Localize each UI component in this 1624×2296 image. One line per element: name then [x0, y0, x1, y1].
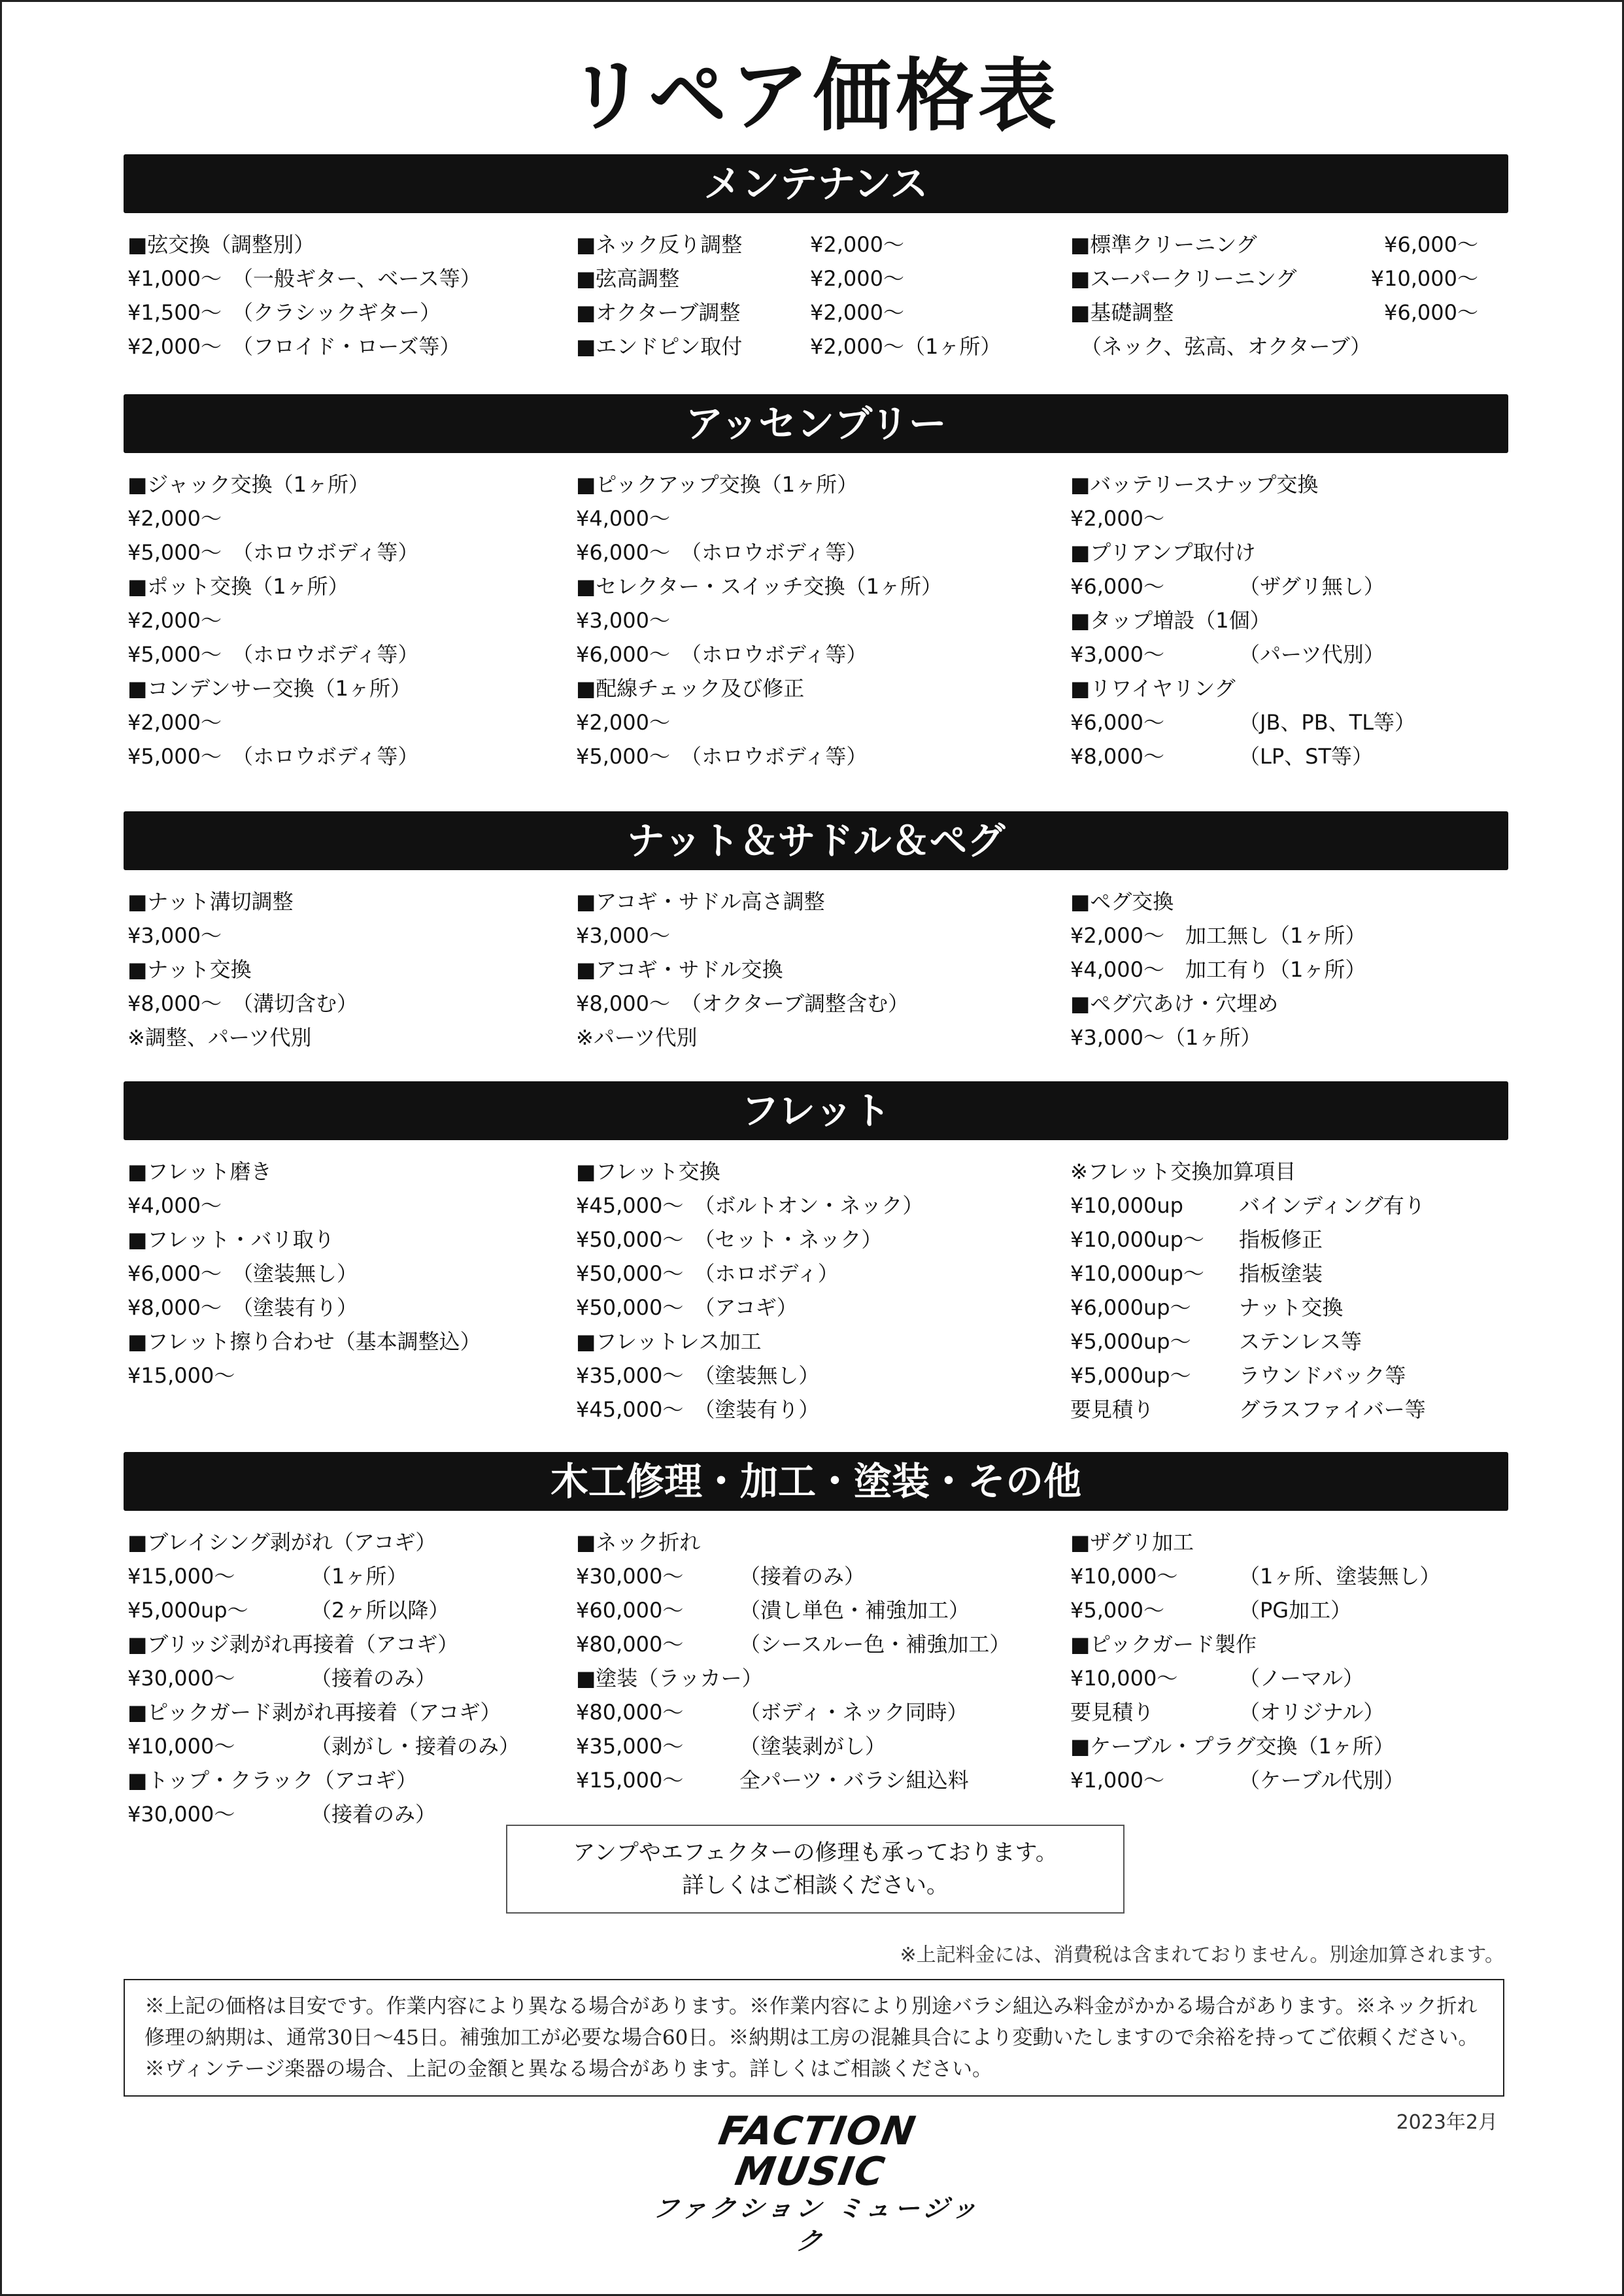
price-line: ¥8,000〜 （塗装有り）	[127, 1295, 358, 1320]
section-header: フレット	[124, 1081, 1508, 1140]
price-line: ¥2,000〜 （フロイド・ローズ等）	[127, 334, 461, 359]
price-line: ¥35,000〜 （塗装無し）	[576, 1363, 820, 1388]
price-line: ¥60,000〜 （潰し単色・補強加工）	[576, 1598, 970, 1623]
price-line: ¥5,000up〜 ラウンドバック等	[1070, 1363, 1406, 1388]
section-woodwork-paint-other	[124, 1452, 1508, 1831]
price-line: ¥35,000〜 （塗装剥がし）	[576, 1734, 887, 1759]
price-line: （ネック、弦高、オクターブ）	[1070, 334, 1372, 359]
price-line: ¥6,000〜 （ザグリ無し）	[1070, 574, 1385, 599]
price-line: ¥5,000〜 （ホロウボディ等）	[127, 540, 419, 565]
price-line: ※パーツ代別	[576, 1025, 698, 1050]
price-line: ¥2,000〜	[576, 710, 670, 735]
price-column	[576, 228, 1047, 363]
price-line: ■弦高調整 ¥2,000〜	[576, 266, 904, 291]
price-line: ■ネック反り調整 ¥2,000〜	[576, 232, 904, 257]
price-line: ¥1,500〜 （クラシックギター）	[127, 300, 441, 325]
price-line: ¥3,000〜 （パーツ代別）	[1070, 642, 1385, 667]
price-line: ■ザグリ加工	[1070, 1530, 1194, 1555]
price-line: ¥80,000〜 （シースルー色・補強加工）	[576, 1632, 1011, 1657]
price-line: ¥5,000〜 （ホロウボディ等）	[576, 744, 868, 769]
section-assembly	[124, 394, 1508, 773]
section-maintenance	[124, 154, 1508, 363]
price-line: ■フレット磨き	[127, 1159, 272, 1184]
price-column	[1070, 228, 1502, 363]
price-line: ■コンデンサー交換（1ヶ所）	[127, 676, 411, 701]
price-line: ■ピックアップ交換（1ヶ所）	[576, 472, 858, 497]
price-line: ■タップ増設（1個）	[1070, 608, 1271, 633]
price-column	[576, 885, 1047, 1055]
price-line: ■ペグ穴あけ・穴埋め	[1070, 991, 1279, 1016]
price-column	[127, 885, 559, 1055]
price-line: ¥8,000〜 （オクターブ調整含む）	[576, 991, 909, 1016]
price-line: ¥4,000〜	[127, 1193, 222, 1218]
logo-text-jp: ファクション ミュージック	[651, 2194, 983, 2255]
disclaimer-box: ※上記の価格は目安です。作業内容により異なる場合があります。※作業内容により別途バラシ組込み料金がかかる場合があります。※ネック折れ修理の納期は、通常30日〜45日。補強加工が必要な場合60日。※納期は工房の混雑具合により変動いたしますので余裕を持ってご依頼ください。※ヴィンテージ楽器の場合、上記の金額と異なる場合があります。詳しくはご相談ください。	[124, 1979, 1504, 2097]
price-line: ■トップ・クラック（アコギ）	[127, 1768, 418, 1793]
section-fret	[124, 1081, 1508, 1427]
price-line: ■塗装（ラッカー）	[576, 1666, 763, 1691]
price-line: ■弦交換（調整別）	[127, 232, 315, 257]
notice-line-2: 詳しくはご相談ください。	[682, 1872, 949, 1899]
price-line: ■リワイヤリング	[1070, 676, 1236, 701]
price-line: ¥4,000〜 加工有り（1ヶ所）	[1070, 957, 1366, 982]
price-line: ■バッテリースナップ交換	[1070, 472, 1319, 497]
price-line: 要見積り グラスファイバー等	[1070, 1397, 1426, 1422]
price-line: ¥30,000〜 （接着のみ）	[127, 1802, 437, 1827]
price-line: ■ナット交換	[127, 957, 252, 982]
price-line: ■プリアンプ取付け	[1070, 540, 1256, 565]
price-line: ¥8,000〜 （LP、ST等）	[1070, 744, 1373, 769]
price-line: ¥1,000〜 （ケーブル代別）	[1070, 1768, 1405, 1793]
price-line: ¥10,000〜 （1ヶ所、塗装無し）	[1070, 1564, 1441, 1589]
price-line: ¥2,000〜 加工無し（1ヶ所）	[1070, 923, 1366, 948]
price-line: ¥6,000〜 （JB、PB、TL等）	[1070, 710, 1416, 735]
price-line: ■フレット擦り合わせ（基本調整込）	[127, 1329, 481, 1354]
section-header: 木工修理・加工・塗装・その他	[124, 1452, 1508, 1511]
price-line: ¥6,000〜 （塗装無し）	[127, 1261, 358, 1286]
price-line: ■配線チェック及び修正	[576, 676, 805, 701]
issue-date: 2023年2月	[1396, 2111, 1498, 2134]
price-line: ■オクターブ調整 ¥2,000〜	[576, 300, 904, 325]
price-line: ¥45,000〜 （ボルトオン・ネック）	[576, 1193, 924, 1218]
price-line: ■ピックガード剥がれ再接着（アコギ）	[127, 1700, 501, 1725]
price-column	[576, 1155, 1047, 1427]
price-line: ¥10,000〜 （ノーマル）	[1070, 1666, 1364, 1691]
price-line: ¥50,000〜 （アコギ）	[576, 1295, 798, 1320]
section-nut-saddle-peg	[124, 811, 1508, 1055]
tax-note: ※上記料金には、消費税は含まれておりません。別途加算されます。	[900, 1944, 1504, 1967]
price-line: ■アコギ・サドル高さ調整	[576, 889, 825, 914]
section-header: ナット＆サドル＆ペグ	[124, 811, 1508, 870]
price-line: ¥1,000〜 （一般ギター、ベース等）	[127, 266, 481, 291]
price-line: ■ネック折れ	[576, 1530, 701, 1555]
price-column	[1070, 885, 1502, 1055]
price-line: ¥5,000up〜 （2ヶ所以降）	[127, 1598, 450, 1623]
price-column	[576, 467, 1047, 773]
price-line: ■フレットレス加工	[576, 1329, 762, 1354]
price-line: ¥3,000〜	[576, 608, 670, 633]
price-line: ¥8,000〜 （溝切含む）	[127, 991, 358, 1016]
price-line: ■エンドピン取付 ¥2,000〜（1ヶ所）	[576, 334, 1002, 359]
logo-text-en: FACTION MUSIC	[715, 2108, 920, 2195]
price-line: 要見積り （オリジナル）	[1070, 1700, 1385, 1725]
price-line: ■ブリッジ剥がれ再接着（アコギ）	[127, 1632, 459, 1657]
price-line: ¥10,000up バインディング有り	[1070, 1193, 1425, 1218]
amp-effector-notice	[506, 1825, 1125, 1914]
price-line: ¥5,000〜 （PG加工）	[1070, 1598, 1352, 1623]
price-line: ※調整、パーツ代別	[127, 1025, 312, 1050]
price-line: ¥15,000〜	[127, 1363, 235, 1388]
price-line: ■フレット交換	[576, 1159, 720, 1184]
price-line: ■ピックガード製作	[1070, 1632, 1257, 1657]
price-line: ¥30,000〜 （接着のみ）	[576, 1564, 866, 1589]
price-line: ¥6,000〜 （ホロウボディ等）	[576, 642, 868, 667]
price-line: ¥6,000up〜 ナット交換	[1070, 1295, 1344, 1320]
price-line: ¥3,000〜	[127, 923, 222, 948]
price-line: ¥15,000〜 （1ヶ所）	[127, 1564, 408, 1589]
page-title: リペア価格表	[567, 51, 1060, 142]
price-line: ■ナット溝切調整	[127, 889, 294, 914]
price-line: ※フレット交換加算項目	[1070, 1159, 1296, 1184]
price-line: ■アコギ・サドル交換	[576, 957, 783, 982]
price-line: ■ペグ交換	[1070, 889, 1174, 914]
price-line: ¥50,000〜 （ホロボディ）	[576, 1261, 839, 1286]
section-header: アッセンブリー	[124, 394, 1508, 453]
price-column	[127, 228, 559, 363]
price-line: ¥2,000〜	[1070, 506, 1164, 531]
notice-line-1: アンプやエフェクターの修理も承っております。	[573, 1840, 1058, 1866]
price-line: ¥50,000〜 （セット・ネック）	[576, 1227, 883, 1252]
price-column	[127, 467, 559, 773]
price-line: ¥2,000〜	[127, 710, 222, 735]
price-line: ■ケーブル・プラグ交換（1ヶ所）	[1070, 1734, 1395, 1759]
price-line: ■フレット・バリ取り	[127, 1227, 335, 1252]
price-line: ¥30,000〜 （接着のみ）	[127, 1666, 437, 1691]
price-line: ¥6,000〜 （ホロウボディ等）	[576, 540, 868, 565]
price-line: ■ジャック交換（1ヶ所）	[127, 472, 369, 497]
price-line: ¥10,000up〜 指板塗装	[1070, 1261, 1323, 1286]
price-column	[1070, 467, 1502, 773]
price-column	[1070, 1525, 1502, 1797]
price-line: ¥5,000up〜 ステンレス等	[1070, 1329, 1362, 1354]
price-line: ¥80,000〜 （ボディ・ネック同時）	[576, 1700, 968, 1725]
price-line: ¥2,000〜	[127, 608, 222, 633]
price-line: ■ブレイシング剥がれ（アコギ）	[127, 1530, 437, 1555]
price-column	[127, 1155, 559, 1393]
price-line: ¥45,000〜 （塗装有り）	[576, 1397, 820, 1422]
price-line: ¥2,000〜	[127, 506, 222, 531]
price-line: ■基礎調整 ¥6,000〜	[1070, 300, 1478, 325]
price-line: ■ポット交換（1ヶ所）	[127, 574, 349, 599]
price-line: ¥4,000〜	[576, 506, 670, 531]
price-line: ¥10,000up〜 指板修正	[1070, 1227, 1323, 1252]
price-column	[127, 1525, 559, 1831]
faction-music-logo	[644, 2108, 984, 2257]
price-line: ¥5,000〜 （ホロウボディ等）	[127, 642, 419, 667]
price-line: ¥3,000〜	[576, 923, 670, 948]
price-line: ■標準クリーニング ¥6,000〜	[1070, 232, 1478, 257]
price-column	[1070, 1155, 1502, 1427]
price-column	[576, 1525, 1047, 1797]
price-line: ■スーパークリーニング ¥10,000〜	[1070, 266, 1478, 291]
price-line: ¥5,000〜 （ホロウボディ等）	[127, 744, 419, 769]
price-line: ¥10,000〜 （剥がし・接着のみ）	[127, 1734, 520, 1759]
price-line: ■セレクター・スイッチ交換（1ヶ所）	[576, 574, 943, 599]
price-line: ¥3,000〜（1ヶ所）	[1070, 1025, 1262, 1050]
price-line: ¥15,000〜 全パーツ・バラシ組込料	[576, 1768, 969, 1793]
section-header: メンテナンス	[124, 154, 1508, 213]
